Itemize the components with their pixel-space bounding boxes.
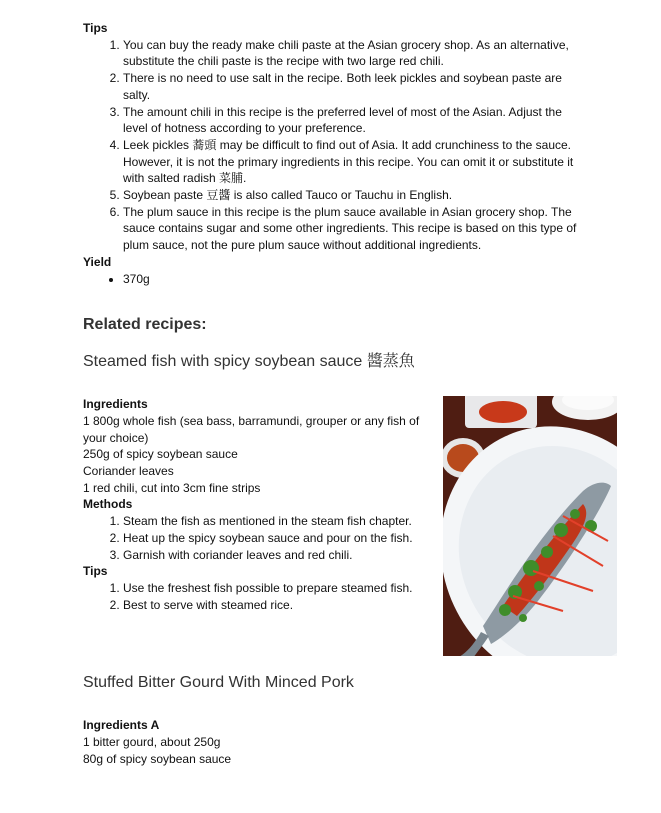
steamed-fish-photo (443, 396, 617, 656)
recipe-title-steamed-fish[interactable]: Steamed fish with spicy soybean sauce 醬蒸魚 (83, 353, 415, 371)
list-item: 1. Use the freshest fish possible to prepare steamed fish. (123, 580, 435, 597)
document-page (83, 20, 623, 767)
list-item: 6. The plum sauce in this recipe is the plum sauce available in Asian grocery shop. The sauce contains sugar and some other ingredients. This recipe is based on this type of plum sauce, not the pure plum sauce without additional ingredients. (123, 204, 581, 254)
tips-heading: Tips (83, 21, 108, 35)
ingredient-line: 250g of spicy soybean sauce (83, 447, 238, 462)
ingredient-line: 80g of spicy soybean sauce (83, 751, 232, 766)
recipe-text (83, 396, 435, 613)
recipe-steamed-fish (83, 396, 623, 658)
list-item: 3. The amount chili in this recipe is the preferred level of most of the Asian. Adjust the level of hotness according to your preference. (123, 104, 581, 137)
tips-list (83, 37, 623, 254)
list-item: • 370g (123, 271, 623, 288)
ingredient-line: 1 red chili, cut into 3cm fine strips (83, 480, 261, 495)
list-item: 4. Leek pickles 蕎頭 may be difficult to find out of Asia. It add crunchiness to the sauce. However, it is not the primary ingredients in this recipe. You can omit it or substitute it with salted radish 菜脯. (123, 137, 581, 187)
list-item: 2. Heat up the spicy soybean sauce and pour on the fish. (123, 530, 435, 547)
yield-list (83, 271, 623, 288)
tips-heading: Tips (83, 564, 108, 579)
tips-list (83, 580, 435, 613)
list-item: 3. Garnish with coriander leaves and red chili. (123, 547, 435, 564)
ingredient-line: 1 800g whole fish (sea bass, barramundi, grouper or any fish of your choice) (83, 413, 420, 445)
chili-sauce (479, 401, 527, 423)
methods-heading: Methods (83, 497, 133, 512)
ingredients-a-heading: Ingredients A (83, 718, 160, 733)
list-item: 1. You can buy the ready make chili paste at the Asian grocery shop. As an alternative, substitute the chili paste is the recipe with two large red chili. (123, 37, 581, 70)
ingredient-line: 1 bitter gourd, about 250g (83, 734, 221, 749)
list-item: 2. Best to serve with steamed rice. (123, 597, 435, 614)
list-item: 5. Soybean paste 豆醬 is also called Tauco or Tauchu in English. (123, 187, 581, 204)
ingredient-line: Coriander leaves (83, 464, 174, 479)
ingredients-heading: Ingredients (83, 397, 148, 412)
list-item: 2. There is no need to use salt in the recipe. Both leek pickles and soybean paste are salty. (123, 70, 581, 103)
recipe-stuffed-bitter-gourd (83, 717, 623, 767)
yield-heading: Yield (83, 254, 112, 269)
methods-list (83, 513, 435, 563)
related-recipes-heading: Related recipes: (83, 316, 207, 334)
recipe-title-stuffed-bitter-gourd[interactable]: Stuffed Bitter Gourd With Minced Pork (83, 674, 354, 692)
list-item: 1. Steam the fish as mentioned in the steam fish chapter. (123, 513, 435, 530)
